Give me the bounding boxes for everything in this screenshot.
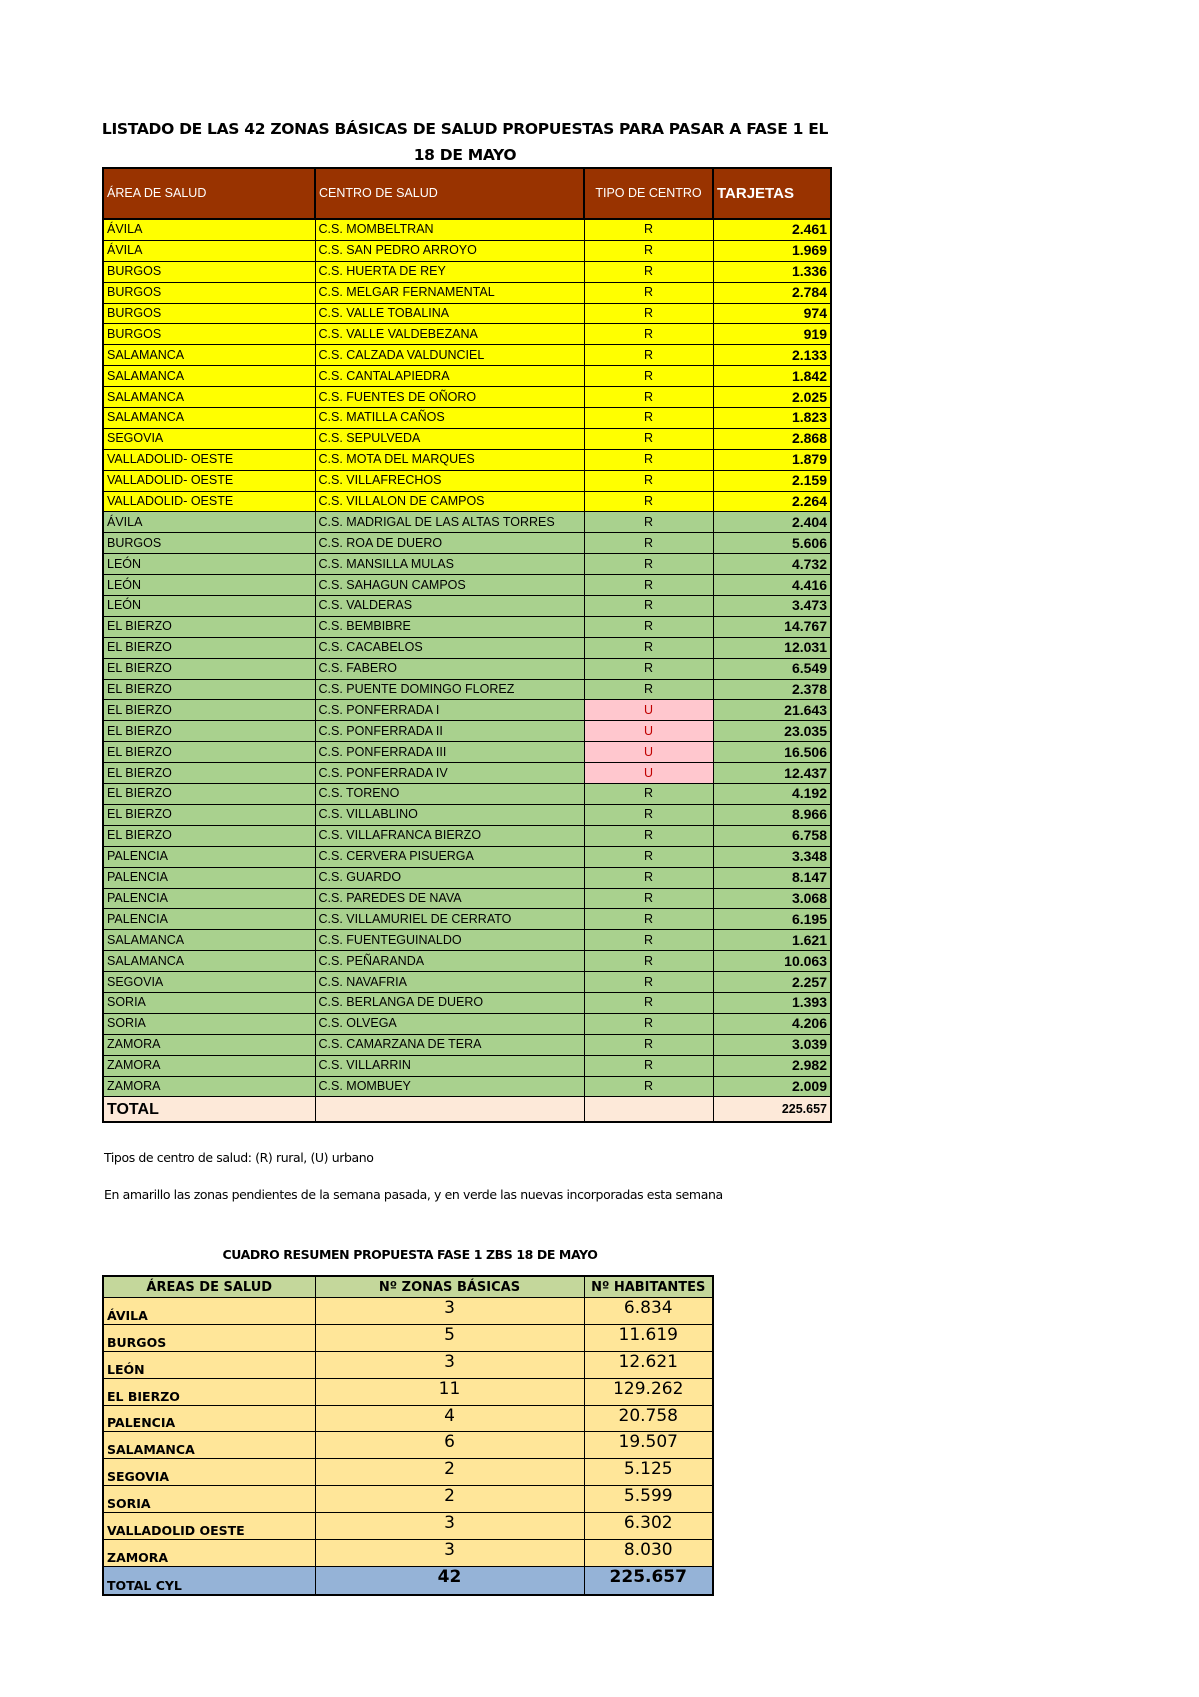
summary-row xyxy=(103,1513,713,1540)
zone-centro: C.S. BEMBIBRE xyxy=(315,616,584,637)
summary-total-row xyxy=(103,1566,713,1595)
zone-centro: C.S. MOMBELTRAN xyxy=(315,219,584,240)
summary-area: EL BIERZO xyxy=(103,1378,315,1405)
zone-area: EL BIERZO xyxy=(103,825,315,846)
zone-area: ZAMORA xyxy=(103,1034,315,1055)
zone-centro: C.S. BERLANGA DE DUERO xyxy=(315,992,584,1013)
zone-tipo: R xyxy=(584,1013,713,1034)
zone-area: SEGOVIA xyxy=(103,428,315,449)
zone-centro: C.S. PONFERRADA I xyxy=(315,700,584,721)
zone-tarjetas: 10.063 xyxy=(713,951,831,972)
zone-tipo: R xyxy=(584,930,713,951)
zone-row xyxy=(103,721,831,742)
zone-tarjetas: 2.009 xyxy=(713,1076,831,1097)
zone-centro: C.S. CAMARZANA DE TERA xyxy=(315,1034,584,1055)
summary-zonas: 3 xyxy=(315,1540,584,1567)
zone-centro: C.S. SAN PEDRO ARROYO xyxy=(315,240,584,261)
zone-tarjetas: 3.348 xyxy=(713,846,831,867)
zone-tipo: R xyxy=(584,219,713,240)
summary-table xyxy=(102,1275,714,1596)
zone-row xyxy=(103,637,831,658)
summary-zonas: 4 xyxy=(315,1405,584,1432)
zone-tipo: R xyxy=(584,1034,713,1055)
zone-row xyxy=(103,763,831,784)
zone-tipo: R xyxy=(584,616,713,637)
header-area: ÁREA DE SALUD xyxy=(103,168,315,219)
zone-centro: C.S. CACABELOS xyxy=(315,637,584,658)
header-tarjetas: TARJETAS xyxy=(713,168,831,219)
zone-row xyxy=(103,1034,831,1055)
zone-tipo: R xyxy=(584,596,713,617)
zone-tarjetas: 6.549 xyxy=(713,658,831,679)
zone-centro: C.S. PEÑARANDA xyxy=(315,951,584,972)
zone-row xyxy=(103,972,831,993)
zone-row xyxy=(103,366,831,387)
zone-row xyxy=(103,428,831,449)
zone-area: PALENCIA xyxy=(103,888,315,909)
summary-zonas: 3 xyxy=(315,1351,584,1378)
summary-zonas: 2 xyxy=(315,1459,584,1486)
summary-area: ÁVILA xyxy=(103,1298,315,1325)
zones-total-row xyxy=(103,1097,831,1123)
summary-area: SALAMANCA xyxy=(103,1432,315,1459)
page-title xyxy=(100,116,830,168)
zone-area: PALENCIA xyxy=(103,846,315,867)
summary-row xyxy=(103,1298,713,1325)
total-value: 225.657 xyxy=(713,1097,831,1123)
zone-area: ÁVILA xyxy=(103,512,315,533)
summary-zonas: 3 xyxy=(315,1513,584,1540)
total-label: TOTAL xyxy=(103,1097,315,1123)
zones-table-header xyxy=(103,168,831,219)
zone-tipo: R xyxy=(584,1055,713,1076)
summary-row xyxy=(103,1324,713,1351)
summary-zonas: 6 xyxy=(315,1432,584,1459)
zone-tarjetas: 1.336 xyxy=(713,261,831,282)
zone-centro: C.S. PUENTE DOMINGO FLOREZ xyxy=(315,679,584,700)
zone-area: EL BIERZO xyxy=(103,763,315,784)
zone-tarjetas: 12.437 xyxy=(713,763,831,784)
zone-row xyxy=(103,846,831,867)
zone-centro: C.S. MELGAR FERNAMENTAL xyxy=(315,282,584,303)
zone-centro: C.S. SEPULVEDA xyxy=(315,428,584,449)
zone-area: EL BIERZO xyxy=(103,721,315,742)
zone-centro: C.S. TORENO xyxy=(315,784,584,805)
zone-area: SALAMANCA xyxy=(103,387,315,408)
zone-tarjetas: 21.643 xyxy=(713,700,831,721)
zone-tipo: R xyxy=(584,512,713,533)
summary-header xyxy=(103,1276,713,1298)
zone-tipo: R xyxy=(584,408,713,429)
zone-tipo: R xyxy=(584,449,713,470)
zone-centro: C.S. OLVEGA xyxy=(315,1013,584,1034)
zone-tipo: R xyxy=(584,554,713,575)
zone-centro: C.S. MOMBUEY xyxy=(315,1076,584,1097)
zone-tipo: R xyxy=(584,470,713,491)
zone-tipo: R xyxy=(584,1076,713,1097)
zone-area: EL BIERZO xyxy=(103,658,315,679)
zone-tarjetas: 8.966 xyxy=(713,804,831,825)
zone-area: PALENCIA xyxy=(103,909,315,930)
zone-area: LEÓN xyxy=(103,596,315,617)
zone-tarjetas: 1.621 xyxy=(713,930,831,951)
title-line-1: LISTADO DE LAS 42 ZONAS BÁSICAS DE SALUD PROPUESTAS PARA PASAR A FASE 1 EL xyxy=(101,120,829,138)
zone-tipo: R xyxy=(584,345,713,366)
summary-area: LEÓN xyxy=(103,1351,315,1378)
zone-tipo: R xyxy=(584,909,713,930)
zone-centro: C.S. VALLE TOBALINA xyxy=(315,303,584,324)
zone-centro: C.S. GUARDO xyxy=(315,867,584,888)
summary-header-area: ÁREAS DE SALUD xyxy=(103,1276,315,1298)
zone-tarjetas: 919 xyxy=(713,324,831,345)
zone-area: EL BIERZO xyxy=(103,679,315,700)
summary-habitantes: 20.758 xyxy=(584,1405,713,1432)
zone-area: BURGOS xyxy=(103,533,315,554)
summary-area: VALLADOLID OESTE xyxy=(103,1513,315,1540)
zone-tarjetas: 3.068 xyxy=(713,888,831,909)
zone-tipo: R xyxy=(584,867,713,888)
zone-tarjetas: 2.264 xyxy=(713,491,831,512)
summary-title: CUADRO RESUMEN PROPUESTA FASE 1 ZBS 18 DE MAYO xyxy=(222,1247,598,1262)
zone-area: EL BIERZO xyxy=(103,804,315,825)
summary-habitantes: 5.125 xyxy=(584,1459,713,1486)
zone-centro: C.S. VILLAFRECHOS xyxy=(315,470,584,491)
zone-area: BURGOS xyxy=(103,303,315,324)
zone-tarjetas: 1.393 xyxy=(713,992,831,1013)
zone-row xyxy=(103,219,831,240)
zone-tipo: U xyxy=(584,742,713,763)
zone-row xyxy=(103,804,831,825)
zone-row xyxy=(103,992,831,1013)
zone-tipo: R xyxy=(584,992,713,1013)
zone-row xyxy=(103,387,831,408)
zone-tarjetas: 4.416 xyxy=(713,575,831,596)
summary-habitantes: 6.834 xyxy=(584,1298,713,1325)
zone-row xyxy=(103,449,831,470)
zone-tarjetas: 23.035 xyxy=(713,721,831,742)
zone-tarjetas: 2.025 xyxy=(713,387,831,408)
zone-area: BURGOS xyxy=(103,282,315,303)
summary-row xyxy=(103,1486,713,1513)
zone-tipo: R xyxy=(584,784,713,805)
zone-row xyxy=(103,491,831,512)
summary-total-habitantes: 225.657 xyxy=(584,1566,713,1595)
total-empty-cell xyxy=(584,1097,713,1123)
zone-row xyxy=(103,512,831,533)
zone-row xyxy=(103,951,831,972)
zone-tarjetas: 3.039 xyxy=(713,1034,831,1055)
summary-habitantes: 19.507 xyxy=(584,1432,713,1459)
zone-centro: C.S. CERVERA PISUERGA xyxy=(315,846,584,867)
zone-tipo: R xyxy=(584,951,713,972)
zone-centro: C.S. MOTA DEL MARQUES xyxy=(315,449,584,470)
zone-tarjetas: 4.206 xyxy=(713,1013,831,1034)
zone-area: ÁVILA xyxy=(103,219,315,240)
zone-tipo: R xyxy=(584,679,713,700)
zone-tipo: R xyxy=(584,575,713,596)
zone-centro: C.S. VALLE VALDEBEZANA xyxy=(315,324,584,345)
summary-total-label: TOTAL CYL xyxy=(103,1566,315,1595)
zone-tarjetas: 1.969 xyxy=(713,240,831,261)
zone-tipo: R xyxy=(584,282,713,303)
zone-centro: C.S. VILLARRIN xyxy=(315,1055,584,1076)
zone-row xyxy=(103,679,831,700)
summary-row xyxy=(103,1459,713,1486)
zone-tarjetas: 2.133 xyxy=(713,345,831,366)
zone-area: EL BIERZO xyxy=(103,616,315,637)
zone-tarjetas: 2.257 xyxy=(713,972,831,993)
zone-centro: C.S. CALZADA VALDUNCIEL xyxy=(315,345,584,366)
zone-row xyxy=(103,261,831,282)
summary-row xyxy=(103,1432,713,1459)
summary-row xyxy=(103,1405,713,1432)
zone-area: LEÓN xyxy=(103,575,315,596)
zone-tarjetas: 1.879 xyxy=(713,449,831,470)
zone-centro: C.S. PONFERRADA II xyxy=(315,721,584,742)
summary-row xyxy=(103,1540,713,1567)
summary-row xyxy=(103,1351,713,1378)
zone-row xyxy=(103,470,831,491)
zone-area: BURGOS xyxy=(103,324,315,345)
zone-tarjetas: 2.784 xyxy=(713,282,831,303)
zone-tarjetas: 1.823 xyxy=(713,408,831,429)
zone-area: LEÓN xyxy=(103,554,315,575)
zone-tarjetas: 3.473 xyxy=(713,596,831,617)
summary-area: SEGOVIA xyxy=(103,1459,315,1486)
zone-tarjetas: 12.031 xyxy=(713,637,831,658)
summary-zonas: 11 xyxy=(315,1378,584,1405)
zone-tipo: R xyxy=(584,972,713,993)
zone-centro: C.S. PONFERRADA III xyxy=(315,742,584,763)
zone-tipo: R xyxy=(584,533,713,554)
zone-tarjetas: 974 xyxy=(713,303,831,324)
summary-area: BURGOS xyxy=(103,1324,315,1351)
zone-tarjetas: 2.982 xyxy=(713,1055,831,1076)
zone-tipo: R xyxy=(584,804,713,825)
zone-area: SALAMANCA xyxy=(103,345,315,366)
zone-centro: C.S. FUENTEGUINALDO xyxy=(315,930,584,951)
zone-area: SALAMANCA xyxy=(103,930,315,951)
zone-area: VALLADOLID- OESTE xyxy=(103,491,315,512)
zone-row xyxy=(103,1076,831,1097)
zone-tarjetas: 4.192 xyxy=(713,784,831,805)
zone-tipo: U xyxy=(584,700,713,721)
zone-tipo: R xyxy=(584,846,713,867)
zone-row xyxy=(103,596,831,617)
zone-row xyxy=(103,658,831,679)
zone-centro: C.S. PAREDES DE NAVA xyxy=(315,888,584,909)
zone-centro: C.S. VALDERAS xyxy=(315,596,584,617)
zone-tarjetas: 16.506 xyxy=(713,742,831,763)
zone-tarjetas: 2.378 xyxy=(713,679,831,700)
zone-row xyxy=(103,1055,831,1076)
zone-tarjetas: 2.404 xyxy=(713,512,831,533)
note-colores: En amarillo las zonas pendientes de la semana pasada, y en verde las nuevas incorporadas esta semana xyxy=(104,1187,723,1202)
summary-header-habitantes: Nº HABITANTES xyxy=(584,1276,713,1298)
summary-header-zonas: Nº ZONAS BÁSICAS xyxy=(315,1276,584,1298)
zone-area: EL BIERZO xyxy=(103,742,315,763)
zone-area: SORIA xyxy=(103,992,315,1013)
zone-area: SALAMANCA xyxy=(103,408,315,429)
zone-row xyxy=(103,825,831,846)
zone-row xyxy=(103,408,831,429)
zone-centro: C.S. FABERO xyxy=(315,658,584,679)
zone-area: PALENCIA xyxy=(103,867,315,888)
zone-row xyxy=(103,888,831,909)
zone-tarjetas: 14.767 xyxy=(713,616,831,637)
zone-row xyxy=(103,345,831,366)
zone-tarjetas: 8.147 xyxy=(713,867,831,888)
zone-centro: C.S. CANTALAPIEDRA xyxy=(315,366,584,387)
zone-tipo: R xyxy=(584,637,713,658)
zone-area: ZAMORA xyxy=(103,1055,315,1076)
zone-row xyxy=(103,867,831,888)
zone-tipo: R xyxy=(584,324,713,345)
zone-tarjetas: 6.195 xyxy=(713,909,831,930)
zone-centro: C.S. MATILLA CAÑOS xyxy=(315,408,584,429)
zone-tipo: R xyxy=(584,366,713,387)
zone-centro: C.S. NAVAFRIA xyxy=(315,972,584,993)
summary-habitantes: 8.030 xyxy=(584,1540,713,1567)
summary-zonas: 2 xyxy=(315,1486,584,1513)
zone-centro: C.S. MADRIGAL DE LAS ALTAS TORRES xyxy=(315,512,584,533)
zone-area: EL BIERZO xyxy=(103,784,315,805)
zone-row xyxy=(103,324,831,345)
zone-centro: C.S. SAHAGUN CAMPOS xyxy=(315,575,584,596)
zone-tarjetas: 6.758 xyxy=(713,825,831,846)
zone-row xyxy=(103,784,831,805)
zone-tipo: R xyxy=(584,261,713,282)
summary-row xyxy=(103,1378,713,1405)
zone-centro: C.S. VILLALON DE CAMPOS xyxy=(315,491,584,512)
zone-tipo: R xyxy=(584,240,713,261)
zone-centro: C.S. HUERTA DE REY xyxy=(315,261,584,282)
zone-area: ZAMORA xyxy=(103,1076,315,1097)
zone-centro: C.S. PONFERRADA IV xyxy=(315,763,584,784)
summary-zonas: 3 xyxy=(315,1298,584,1325)
header-tipo: TIPO DE CENTRO xyxy=(584,168,713,219)
zone-row xyxy=(103,616,831,637)
zone-row xyxy=(103,303,831,324)
zone-tarjetas: 1.842 xyxy=(713,366,831,387)
zone-row xyxy=(103,930,831,951)
zone-centro: C.S. ROA DE DUERO xyxy=(315,533,584,554)
title-line-2: 18 DE MAYO xyxy=(413,146,517,164)
zone-tarjetas: 2.461 xyxy=(713,219,831,240)
summary-habitantes: 11.619 xyxy=(584,1324,713,1351)
zone-tipo: R xyxy=(584,387,713,408)
summary-habitantes: 6.302 xyxy=(584,1513,713,1540)
zone-row xyxy=(103,282,831,303)
zone-tipo: R xyxy=(584,428,713,449)
zone-tipo: U xyxy=(584,763,713,784)
zone-area: VALLADOLID- OESTE xyxy=(103,470,315,491)
zone-row xyxy=(103,700,831,721)
zone-area: SEGOVIA xyxy=(103,972,315,993)
zone-centro: C.S. VILLABLINO xyxy=(315,804,584,825)
summary-area: PALENCIA xyxy=(103,1405,315,1432)
zone-tipo: R xyxy=(584,888,713,909)
header-centro: CENTRO DE SALUD xyxy=(315,168,584,219)
zone-tipo: R xyxy=(584,825,713,846)
zone-tipo: R xyxy=(584,491,713,512)
zone-area: BURGOS xyxy=(103,261,315,282)
summary-habitantes: 12.621 xyxy=(584,1351,713,1378)
zone-row xyxy=(103,742,831,763)
zone-row xyxy=(103,554,831,575)
total-empty-cell xyxy=(315,1097,584,1123)
summary-area: SORIA xyxy=(103,1486,315,1513)
zones-table xyxy=(102,167,832,1123)
summary-total-zonas: 42 xyxy=(315,1566,584,1595)
summary-area: ZAMORA xyxy=(103,1540,315,1567)
summary-habitantes: 5.599 xyxy=(584,1486,713,1513)
zone-area: ÁVILA xyxy=(103,240,315,261)
zone-centro: C.S. VILLAFRANCA BIERZO xyxy=(315,825,584,846)
zone-area: VALLADOLID- OESTE xyxy=(103,449,315,470)
zone-tarjetas: 4.732 xyxy=(713,554,831,575)
zone-area: EL BIERZO xyxy=(103,637,315,658)
zone-centro: C.S. FUENTES DE OÑORO xyxy=(315,387,584,408)
zone-row xyxy=(103,1013,831,1034)
zone-area: SALAMANCA xyxy=(103,951,315,972)
summary-zonas: 5 xyxy=(315,1324,584,1351)
zone-area: EL BIERZO xyxy=(103,700,315,721)
zone-row xyxy=(103,240,831,261)
zone-tarjetas: 2.159 xyxy=(713,470,831,491)
summary-habitantes: 129.262 xyxy=(584,1378,713,1405)
zone-centro: C.S. VILLAMURIEL DE CERRATO xyxy=(315,909,584,930)
zone-tipo: U xyxy=(584,721,713,742)
zone-row xyxy=(103,533,831,554)
zone-centro: C.S. MANSILLA MULAS xyxy=(315,554,584,575)
zone-area: SORIA xyxy=(103,1013,315,1034)
zone-area: SALAMANCA xyxy=(103,366,315,387)
zone-tarjetas: 2.868 xyxy=(713,428,831,449)
zone-tipo: R xyxy=(584,658,713,679)
note-tipos: Tipos de centro de salud: (R) rural, (U) urbano xyxy=(104,1150,374,1165)
zone-row xyxy=(103,909,831,930)
zone-row xyxy=(103,575,831,596)
zone-tarjetas: 5.606 xyxy=(713,533,831,554)
zone-tipo: R xyxy=(584,303,713,324)
